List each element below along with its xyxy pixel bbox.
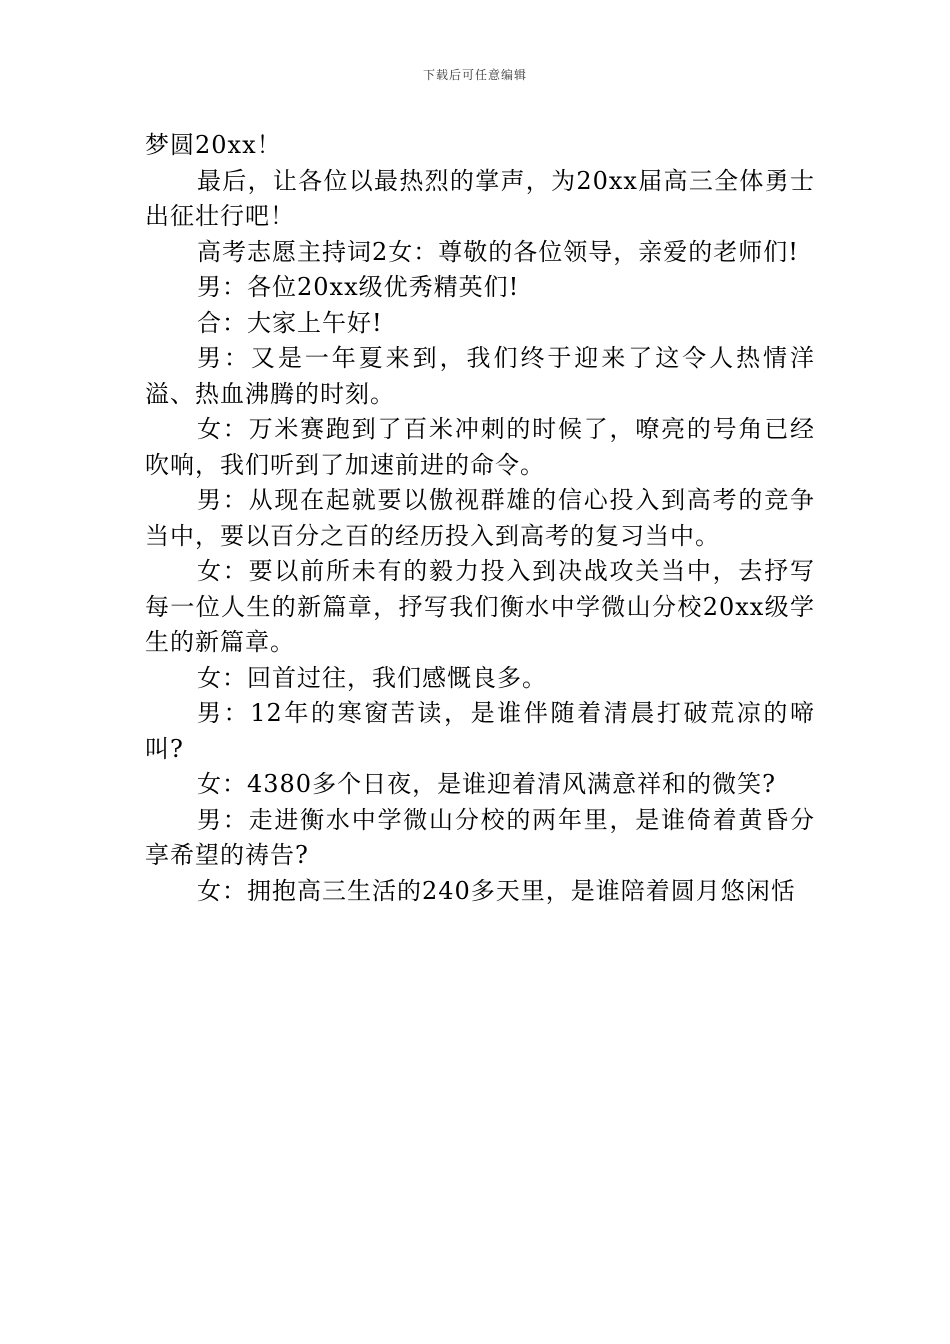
paragraph: 女：要以前所未有的毅力投入到决战攻关当中，去抒写每一位人生的新篇章，抒写我们衡水中学微山分校20xx级学生的新篇章。 [145,557,815,656]
paragraph: 男：又是一年夏来到，我们终于迎来了这令人热情洋溢、热血沸腾的时刻。 [145,344,815,408]
paragraph: 男：从现在起就要以傲视群雄的信心投入到高考的竞争当中，要以百分之百的经历投入到高考的复习当中。 [145,486,815,550]
document-body [145,128,815,909]
paragraph: 合：大家上午好! [197,308,383,337]
paragraph: 高考志愿主持词2女：尊敬的各位领导，亲爱的老师们! [197,237,799,266]
paragraph: 梦圆20xx！ [145,131,282,159]
paragraph: 男：12年的寒窗苦读，是谁伴随着清晨打破荒凉的啼叫? [145,699,815,763]
paragraph: 最后，让各位以最热烈的掌声，为20xx届高三全体勇士出征壮行吧！ [145,166,815,230]
page-header: 下载后可任意编辑 [422,68,527,82]
paragraph: 男：各位20xx级优秀精英们! [197,273,520,301]
paragraph: 男：走进衡水中学微山分校的两年里，是谁倚着黄昏分享希望的祷告? [145,805,815,869]
paragraph: 女：回首过往，我们感慨良多。 [197,663,547,692]
paragraph: 女：4380多个日夜，是谁迎着清风满意祥和的微笑? [197,770,776,798]
paragraph: 女：万米赛跑到了百米冲刺的时候了，嘹亮的号角已经吹响，我们听到了加速前进的命令。 [145,415,815,479]
paragraph: 女：拥抱高三生活的240多天里，是谁陪着圆月悠闲恬 [197,876,796,905]
